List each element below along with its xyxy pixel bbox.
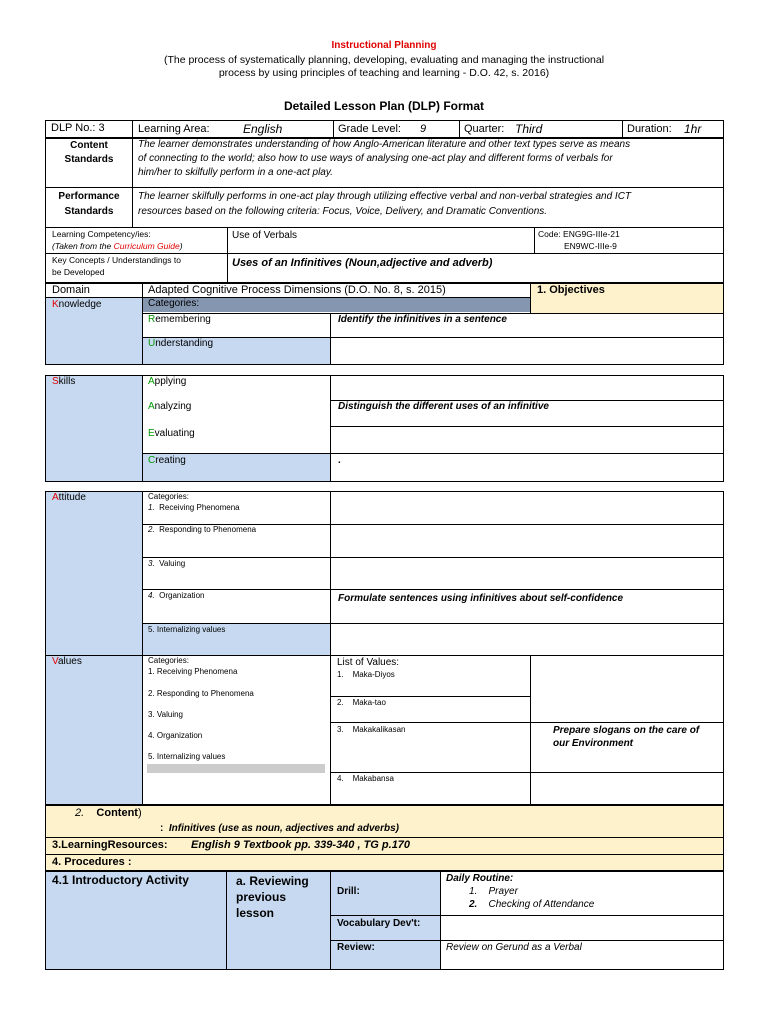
performance-standards-label-2: Standards — [64, 206, 114, 217]
value-4: 4. Makabansa — [337, 774, 394, 783]
competency-code-1: Code: ENG9G-IIIe-21 — [538, 229, 620, 239]
analyzing-objective: Distinguish the different uses of an infinitive — [338, 401, 549, 412]
review-value: Review on Gerund as a Verbal — [446, 942, 582, 953]
key-concepts-label: Key Concepts / Understandings to — [52, 255, 181, 265]
remembering-label: Remembering — [148, 314, 211, 325]
duration-label: Duration: — [627, 123, 672, 135]
quarter-label: Quarter: — [464, 123, 505, 135]
creating-objective: . — [338, 455, 341, 466]
competency-value: Use of Verbals — [232, 230, 298, 241]
reviewing-lesson-label-2: previous — [236, 890, 287, 904]
values-cat-1: 1. Receiving Phenomena — [148, 667, 238, 676]
knowledge-label: Knowledge — [52, 299, 102, 310]
analyzing-label: Analyzing — [148, 401, 192, 412]
remembering-objective: Identify the infinitives in a sentence — [338, 314, 507, 325]
learning-resources-value: English 9 Textbook pp. 339-340 , TG p.170 — [191, 839, 411, 851]
performance-standards-text-2: resources based on the following criteria: Focus, Voice, Delivery, and Dramatic Conventions. — [138, 206, 548, 217]
vocabulary-dev-label: Vocabulary Dev't: — [337, 918, 421, 929]
performance-standards-text: The learner skilfully performs in one-act play through utilizing effective verbal and non-verbal strategies and ICT — [138, 191, 632, 202]
knowledge-categories-label: Categories: — [148, 298, 200, 309]
values-cat-2: 2. Responding to Phenomena — [148, 689, 254, 698]
cognitive-dimensions-header: Adapted Cognitive Process Dimensions (D.O. No. 8, s. 2015) — [148, 284, 446, 296]
value-1: 1. Maka-Diyos — [337, 670, 395, 679]
values-cat-3: 3. Valuing — [148, 710, 183, 719]
duration-value: 1hr — [684, 122, 702, 136]
doc-subtitle-1: (The process of systematically planning, developing, evaluating and managing the instructional — [163, 54, 605, 66]
content-heading: 2. Content) — [75, 807, 142, 819]
learning-area-value: English — [243, 122, 283, 136]
skills-label: Skills — [52, 376, 76, 387]
attitude-label: Attitude — [52, 492, 86, 503]
applying-label: Applying — [148, 376, 187, 387]
doc-title: Instructional Planning — [331, 40, 437, 51]
internalizing-values-bar — [147, 764, 325, 773]
creating-label: Creating — [148, 455, 186, 466]
routine-item-1: 1. Prayer — [469, 886, 518, 897]
quarter-value: Third — [515, 122, 543, 136]
value-3-objective: Prepare slogans on the care of — [553, 725, 700, 736]
procedures-heading: 4. Procedures : — [52, 856, 132, 868]
domain-header: Domain — [52, 284, 90, 296]
content-value: : Infinitives (use as noun, adjectives and adverbs) — [160, 823, 399, 834]
attitude-organization-objective: Formulate sentences using infinitives about self-confidence — [338, 593, 624, 604]
reviewing-lesson-label-3: lesson — [236, 906, 275, 920]
routine-item-2: 2. Checking of Attendance — [469, 899, 595, 910]
competency-code-2: EN9WC-IIIe-9 — [564, 241, 617, 251]
key-concepts-label-2: be Developed — [52, 267, 105, 277]
content-standards-text-3: him/her to skilfully perform in a one-act play. — [138, 167, 333, 178]
values-categories-label: Categories: — [148, 656, 189, 665]
value-3: 3. Makakalikasan — [337, 725, 406, 734]
learning-area-label: Learning Area: — [138, 123, 210, 135]
knowledge-categories-bar — [143, 298, 530, 312]
attitude-cat-2: 2. Responding to Phenomena — [148, 525, 257, 534]
content-standards-text: The learner demonstrates understanding of how Anglo-American literature and other text types serve as means — [138, 139, 631, 150]
performance-standards-label: Performance — [58, 191, 120, 202]
reviewing-lesson-label: a. Reviewing — [236, 874, 309, 888]
evaluating-label: Evaluating — [148, 428, 195, 439]
attitude-cat-4: 4. Organization — [148, 591, 205, 600]
value-2: 2. Maka-tao — [337, 698, 386, 707]
understanding-label: Understanding — [148, 338, 214, 349]
drill-label: Drill: — [337, 886, 360, 897]
competency-label: Learning Competency/ies: — [52, 229, 151, 239]
learning-resources-label: 3.LearningResources: — [52, 839, 168, 851]
introductory-activity-label: 4.1 Introductory Activity — [52, 873, 189, 887]
key-concepts-value: Uses of an Infinitives (Noun,adjective and adverb) — [232, 257, 493, 269]
values-cat-4: 4. Organization — [148, 731, 203, 740]
values-cat-5: 5. Internalizing values — [148, 752, 226, 761]
content-standards-label-2: Standards — [64, 154, 114, 165]
grade-level-value: 9 — [420, 123, 427, 135]
objectives-header: 1. Objectives — [537, 284, 605, 296]
doc-subtitle-2: process by using principles of teaching and learning - D.O. 42, s. 2016) — [218, 67, 550, 79]
attitude-cat-5: 5. Internalizing values — [148, 625, 226, 634]
content-standards-label: Content — [70, 140, 108, 151]
attitude-cat-3: 3. Valuing — [148, 559, 186, 568]
format-title: Detailed Lesson Plan (DLP) Format — [283, 99, 485, 113]
values-label: Values — [52, 656, 82, 667]
value-3-objective-2: our Environment — [553, 738, 634, 749]
list-of-values-label: List of Values: — [337, 657, 400, 668]
content-section — [45, 805, 724, 871]
competency-source: (Taken from the Curriculum Guide) — [52, 241, 183, 251]
daily-routine-label: Daily Routine: — [446, 873, 514, 884]
content-standards-text-2: of connecting to the world; also how to use ways of analysing one-act play and different forms of verbals for — [138, 153, 613, 164]
review-label: Review: — [337, 942, 375, 953]
attitude-categories-label: Categories: — [148, 492, 189, 501]
dlp-number: DLP No.: 3 — [51, 122, 105, 134]
curriculum-guide-text: Curriculum Guide — [113, 241, 180, 251]
attitude-cat-1: 1. Receiving Phenomena — [148, 503, 240, 512]
grade-level-label: Grade Level: — [338, 123, 401, 135]
